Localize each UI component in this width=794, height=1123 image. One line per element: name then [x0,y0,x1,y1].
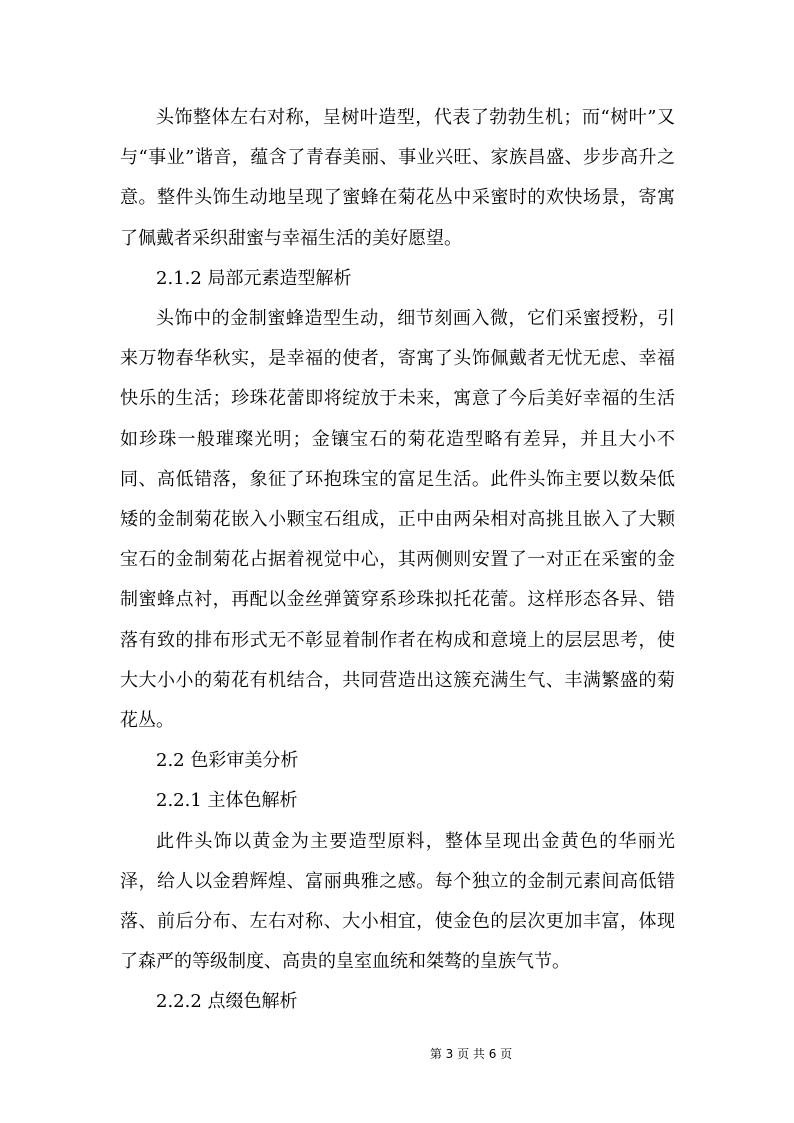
paragraph-local-elements: 头饰中的金制蜜蜂造型生动，细节刻画入微，它们采蜜授粉，引来万物春华秋实，是幸福的使者，寄寓了头饰佩戴者无忧无虑、幸福快乐的生活；珍珠花蕾即将绽放于未来，寓意了今后美好幸福的生活如珍珠一般璀璨光明；金镶宝石的菊花造型略有差异，并且大小不同、高低错落，象征了环抱珠宝的富足生活。此件头饰主要以数朵低矮的金制菊花嵌入小颗宝石组成，正中由两朵相对高挑且嵌入了大颗宝石的金制菊花占据着视觉中心，其两侧则安置了一对正在采蜜的金制蜜蜂点衬，再配以金丝弹簧穿系珍珠拟托花蕾。这样形态各异、错落有致的排布形式无不彰显着制作者在构成和意境上的层层思考，使大大小小的菊花有机结合，共同营造出这簇充满生气、丰满繁盛的菊花丛。 [120,308,675,732]
heading-color-aesthetics: 2.2 色彩审美分析 [156,750,299,772]
heading-main-color: 2.2.1 主体色解析 [156,790,298,812]
document-body [120,98,675,1023]
page-footer [0,1045,794,1062]
heading-accent-color: 2.2.2 点缀色解析 [156,991,298,1013]
page-number: 第 3 页 共 6 页 [429,1047,513,1061]
paragraph-overall-shape: 头饰整体左右对称，呈树叶造型，代表了勃勃生机；而“树叶”又与“事业”谐音，蕴含了青春美丽、事业兴旺、家族昌盛、步步高升之意。整件头饰生动地呈现了蜜蜂在菊花丛中采蜜时的欢快场景，寄寓了佩戴者采织甜蜜与幸福生活的美好愿望。 [120,107,675,249]
paragraph-main-color: 此件头饰以黄金为主要造型原料，整体呈现出金黄色的华丽光泽，给人以金碧辉煌、富丽典雅之感。每个独立的金制元素间高低错落、前后分布、左右对称、大小相宜，使金色的层次更加丰富，体现了森严的等级制度、高贵的皇室血统和桀骜的皇族气节。 [120,830,675,973]
heading-local-elements: 2.1.2 局部元素造型解析 [156,267,352,289]
